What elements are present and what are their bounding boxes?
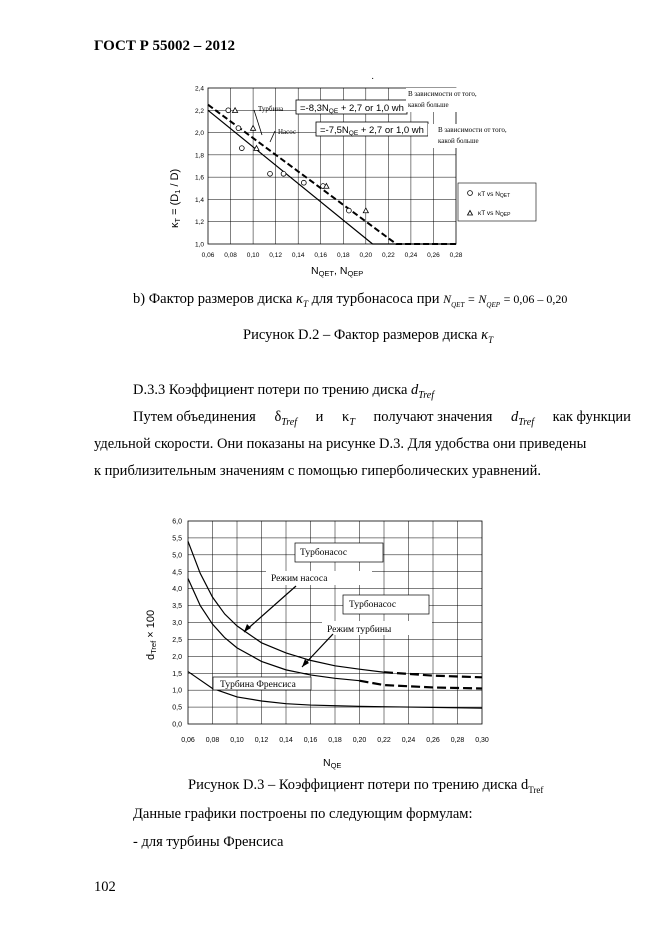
legend-entry-qep: κT vs NQEP	[478, 210, 511, 218]
francis-bullet: - для турбины Френсиса	[133, 834, 284, 850]
chart1-x-tick-label: 0,24	[404, 252, 418, 259]
chart1-x-tick-label: 0,28	[449, 252, 463, 259]
chart1-y-tick-label: 2,0	[194, 130, 204, 138]
note1-line1: В зависимости от того,	[408, 90, 477, 98]
chart1-x-tick-label: 0,20	[359, 252, 373, 259]
label-turbine: Турбина	[258, 105, 284, 113]
formulas-intro: Данные графики построены по следующим формулам:	[133, 806, 473, 822]
chart2-x-tick-label: 0,08	[205, 737, 220, 744]
chart1-point-qet	[301, 180, 306, 185]
chart2-y-tick-label: 6,0	[172, 518, 182, 526]
chart2-ylabel: dTref × 100	[145, 609, 158, 660]
chart2-y-tick-label: 1,0	[172, 687, 182, 695]
note1-line2: какой больше	[408, 101, 449, 109]
chart2-y-tick-label: 4,5	[172, 569, 182, 577]
figure-d2-caption: Рисунок D.2 – Фактор размеров диска $\kappa_T$	[243, 327, 494, 345]
chart2-y-tick-label: 5,5	[172, 535, 182, 543]
chart1-y-tick-label: 1,2	[194, 219, 204, 227]
label-francis: Турбина Френсиса	[220, 680, 296, 690]
chart1-point-qet	[281, 171, 286, 176]
label-pump: Насос	[278, 128, 297, 136]
chart2-xlabel: NQE	[323, 757, 342, 770]
chart1-xlabel: NQET, NQEP	[311, 265, 364, 278]
figure-d3-caption: Рисунок D.3 – Коэффициент потери по трению диска $d_{Tref}$	[188, 777, 544, 795]
chart1-x-tick-label: 0,18	[336, 252, 350, 259]
label-pump-mode: Режим насоса	[271, 574, 328, 584]
legend-entry-qet: κT vs NQET	[478, 191, 511, 199]
chart2-x-tick-label: 0,22	[377, 737, 391, 744]
chart2-x-tick-label: 0,18	[328, 737, 342, 744]
chart1-point-qet	[268, 171, 273, 176]
section-heading: D.3.3 Коэффициент потери по трению диска $d_{Tref}$	[133, 382, 434, 401]
chart2-y-tick-label: 4,0	[172, 586, 182, 594]
pump-formula: $=-7,5N_{QE} + 2,7$ or 1,0 wh	[320, 125, 424, 137]
chart1-y-tick-label: 1,6	[194, 174, 204, 182]
chart1-point-qet	[347, 208, 352, 213]
page-number: 102	[94, 879, 116, 895]
document-header: ГОСТ Р 55002 – 2012	[94, 38, 236, 54]
chart2-x-tick-label: 0,20	[352, 737, 367, 744]
chart1-point-qet	[226, 108, 231, 113]
chart2-x-tick-label: 0,30	[475, 737, 489, 744]
chart1-x-tick-label: 0,14	[291, 252, 305, 259]
label-turbopump1: Турбонасос	[300, 548, 348, 558]
chart1-x-tick-label: 0,16	[314, 252, 328, 259]
chart2-x-tick-label: 0,26	[426, 737, 440, 744]
chart2-x-tick-label: 0,14	[279, 737, 293, 744]
chart2-y-tick-label: 1,5	[172, 670, 182, 678]
chart2-x-tick-label: 0,16	[303, 737, 318, 744]
chart1-point-qet	[239, 146, 244, 151]
chart2-y-tick-label: 3,0	[172, 620, 182, 627]
figure-d2-subcaption: b) Фактор размеров диска $\kappa_T$ для турбонасоса при $N_{QET} = N_{QEP} = 0,06 - 0,20$	[133, 291, 568, 309]
chart2-x-tick-label: 0,28	[450, 737, 465, 744]
chart1-x-tick-label: 0,12	[269, 252, 282, 259]
chart2-y-tick-label: 3,5	[172, 603, 182, 611]
paragraph-line2: удельной скорости. Они показаны на рисунке D.3. Для удобства они приведены	[94, 436, 587, 452]
chart1-point-qet	[236, 126, 241, 131]
chart2-y-tick-label: 0,0	[172, 721, 182, 729]
chart1-y-tick-label: 2,2	[194, 107, 204, 115]
label-turbine-mode: Режим турбины	[327, 625, 392, 635]
note2-line1: В зависимости от того,	[438, 126, 507, 134]
chart-kappa-t	[169, 68, 550, 288]
chart2-x-tick-label: 0,10	[230, 737, 244, 744]
chart1-ylabel: κT = (D1 / D)	[169, 168, 182, 228]
chart1-x-tick-label: 0,22	[382, 252, 395, 259]
chart1-x-tick-label: 0,10	[246, 252, 260, 259]
chart2-x-tick-label: 0,06	[181, 737, 195, 744]
label-turbopump2: Турбонасос	[349, 600, 397, 610]
turbine-formula: $=-8,3N_{QE} + 2,7$ or 1,0 wh	[300, 103, 404, 115]
chart2-y-tick-label: 2,0	[172, 653, 182, 661]
chart2-x-tick-label: 0,12	[254, 737, 269, 744]
chart1-y-tick-label: 1,0	[194, 241, 204, 249]
chart1-x-tick-label: 0,26	[427, 252, 440, 259]
chart1-y-tick-label: 1,8	[194, 152, 204, 160]
paragraph-line1: Путем объединения $\delta_{Tref}$ и $\kappa_T$ получают значения $d_{Tref}$ как функции	[133, 409, 631, 428]
note2-line2: какой больше	[438, 137, 479, 145]
chart2-y-tick-label: 0,5	[172, 704, 182, 712]
chart1-top-mark: ·	[371, 73, 375, 84]
paragraph-line3: к приблизительным значениям с помощью гиперболических уравнений.	[94, 463, 542, 479]
chart1-x-tick-label: 0,08	[224, 252, 237, 259]
chart1-y-tick-label: 1,4	[194, 196, 204, 204]
chart2-x-tick-label: 0,24	[401, 737, 416, 744]
chart2-y-tick-label: 5,0	[172, 552, 182, 560]
chart1-x-tick-label: 0,06	[201, 252, 215, 259]
chart1-y-tick-label: 2,4	[194, 85, 204, 93]
chart2-y-tick-label: 2,5	[172, 636, 182, 644]
chart-dtref	[140, 510, 500, 775]
